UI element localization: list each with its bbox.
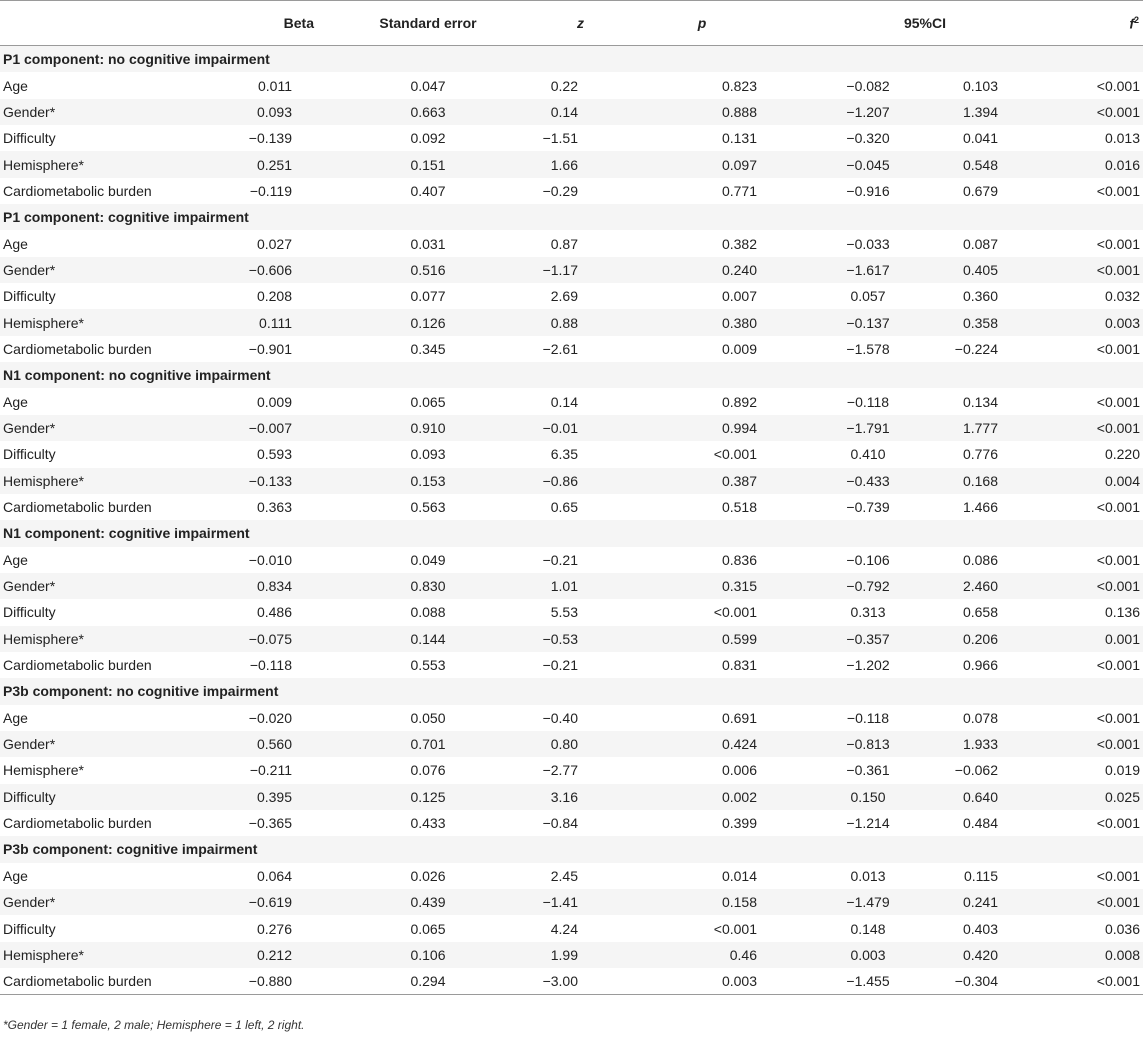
table-row	[0, 125, 1143, 151]
cell-z: 0.14	[538, 99, 614, 125]
cell-ci-low: −0.739	[790, 494, 946, 520]
cell-ci-low: −0.033	[790, 230, 946, 256]
header-ci-spacer	[946, 1, 1044, 46]
table-row	[0, 626, 1143, 652]
cell-beta: −0.118	[232, 652, 318, 678]
cell-standard-error: 0.516	[318, 257, 538, 283]
cell-ci-low: −0.137	[790, 309, 946, 335]
cell-z: 2.45	[538, 863, 614, 889]
cell-beta: 0.064	[232, 863, 318, 889]
cell-label: Hemisphere*	[0, 151, 232, 177]
cell-standard-error: 0.153	[318, 468, 538, 494]
cell-beta: 0.009	[232, 388, 318, 414]
cell-beta: −0.007	[232, 415, 318, 441]
cell-ci-low: −1.479	[790, 889, 946, 915]
cell-f2: <0.001	[1044, 652, 1143, 678]
table-row	[0, 547, 1143, 573]
cell-z: 1.99	[538, 942, 614, 968]
cell-beta: 0.560	[232, 731, 318, 757]
cell-f2: <0.001	[1044, 547, 1143, 573]
cell-beta: −0.365	[232, 810, 318, 836]
cell-standard-error: 0.077	[318, 283, 538, 309]
cell-standard-error: 0.830	[318, 573, 538, 599]
cell-standard-error: 0.144	[318, 626, 538, 652]
cell-beta: 0.027	[232, 230, 318, 256]
table-row	[0, 178, 1143, 204]
cell-p: 0.097	[614, 151, 790, 177]
cell-p: 0.691	[614, 705, 790, 731]
cell-f2: <0.001	[1044, 230, 1143, 256]
cell-ci-low: −0.118	[790, 705, 946, 731]
cell-ci-high: 0.966	[946, 652, 1044, 678]
cell-beta: 0.111	[232, 309, 318, 335]
cell-z: 0.14	[538, 388, 614, 414]
header-standard-error: Standard error	[318, 1, 538, 46]
cell-f2: <0.001	[1044, 810, 1143, 836]
cell-ci-low: 0.313	[790, 599, 946, 625]
cell-ci-high: 0.087	[946, 230, 1044, 256]
cell-standard-error: 0.026	[318, 863, 538, 889]
section-title: N1 component: cognitive impairment	[0, 520, 1143, 546]
cell-f2: <0.001	[1044, 99, 1143, 125]
cell-ci-high: 0.420	[946, 942, 1044, 968]
cell-p: 0.892	[614, 388, 790, 414]
cell-ci-low: −0.792	[790, 573, 946, 599]
cell-f2: <0.001	[1044, 415, 1143, 441]
cell-f2: 0.008	[1044, 942, 1143, 968]
cell-f2: <0.001	[1044, 705, 1143, 731]
cell-beta: −0.010	[232, 547, 318, 573]
section-title: P1 component: no cognitive impairment	[0, 46, 1143, 73]
header-label	[0, 1, 232, 46]
section-row	[0, 520, 1143, 546]
cell-standard-error: 0.151	[318, 151, 538, 177]
cell-z: −0.29	[538, 178, 614, 204]
table-row	[0, 283, 1143, 309]
section-title: N1 component: no cognitive impairment	[0, 362, 1143, 388]
cell-standard-error: 0.701	[318, 731, 538, 757]
table-row	[0, 889, 1143, 915]
cell-label: Gender*	[0, 415, 232, 441]
cell-z: 3.16	[538, 784, 614, 810]
cell-ci-low: −0.082	[790, 72, 946, 98]
cell-label: Cardiometabolic burden	[0, 178, 232, 204]
cell-beta: 0.593	[232, 441, 318, 467]
cell-f2: <0.001	[1044, 257, 1143, 283]
cell-ci-low: −0.916	[790, 178, 946, 204]
cell-ci-low: −0.357	[790, 626, 946, 652]
cell-label: Age	[0, 72, 232, 98]
cell-standard-error: 0.092	[318, 125, 538, 151]
cell-f2: <0.001	[1044, 863, 1143, 889]
table-row	[0, 757, 1143, 783]
table-row	[0, 863, 1143, 889]
cell-f2: <0.001	[1044, 336, 1143, 362]
cell-p: 0.007	[614, 283, 790, 309]
table-row	[0, 942, 1143, 968]
cell-p: 0.836	[614, 547, 790, 573]
cell-beta: −0.606	[232, 257, 318, 283]
table-row	[0, 494, 1143, 520]
cell-label: Difficulty	[0, 599, 232, 625]
cell-ci-low: −0.433	[790, 468, 946, 494]
cell-standard-error: 0.910	[318, 415, 538, 441]
cell-f2: 0.220	[1044, 441, 1143, 467]
cell-label: Age	[0, 230, 232, 256]
cell-ci-low: −1.207	[790, 99, 946, 125]
cell-z: −0.40	[538, 705, 614, 731]
cell-beta: 0.363	[232, 494, 318, 520]
cell-ci-high: 0.358	[946, 309, 1044, 335]
cell-ci-low: −0.320	[790, 125, 946, 151]
section-title: P3b component: cognitive impairment	[0, 836, 1143, 862]
cell-label: Cardiometabolic burden	[0, 336, 232, 362]
cell-ci-low: −0.361	[790, 757, 946, 783]
cell-f2: <0.001	[1044, 178, 1143, 204]
cell-standard-error: 0.065	[318, 388, 538, 414]
cell-p: 0.599	[614, 626, 790, 652]
cell-ci-high: 0.103	[946, 72, 1044, 98]
cell-label: Age	[0, 547, 232, 573]
cell-ci-low: −1.791	[790, 415, 946, 441]
cell-p: 0.387	[614, 468, 790, 494]
section-row	[0, 678, 1143, 704]
cell-ci-high: −0.062	[946, 757, 1044, 783]
cell-label: Hemisphere*	[0, 942, 232, 968]
cell-ci-high: −0.224	[946, 336, 1044, 362]
cell-label: Hemisphere*	[0, 309, 232, 335]
cell-ci-high: 0.405	[946, 257, 1044, 283]
cell-standard-error: 0.433	[318, 810, 538, 836]
cell-z: 0.87	[538, 230, 614, 256]
cell-standard-error: 0.126	[318, 309, 538, 335]
table-row	[0, 441, 1143, 467]
cell-ci-low: −0.813	[790, 731, 946, 757]
cell-z: −0.53	[538, 626, 614, 652]
cell-ci-low: −0.106	[790, 547, 946, 573]
cell-standard-error: 0.294	[318, 968, 538, 995]
cell-beta: 0.093	[232, 99, 318, 125]
cell-beta: −0.075	[232, 626, 318, 652]
cell-label: Age	[0, 863, 232, 889]
cell-standard-error: 0.106	[318, 942, 538, 968]
cell-p: 0.771	[614, 178, 790, 204]
table-row	[0, 99, 1143, 125]
cell-beta: −0.020	[232, 705, 318, 731]
cell-p: 0.831	[614, 652, 790, 678]
cell-ci-high: 1.466	[946, 494, 1044, 520]
cell-z: −1.41	[538, 889, 614, 915]
cell-ci-high: 0.776	[946, 441, 1044, 467]
cell-f2: 0.036	[1044, 915, 1143, 941]
cell-ci-low: −1.617	[790, 257, 946, 283]
cell-ci-high: 1.777	[946, 415, 1044, 441]
cell-standard-error: 0.553	[318, 652, 538, 678]
table-row	[0, 968, 1143, 995]
cell-ci-low: 0.150	[790, 784, 946, 810]
cell-ci-high: −0.304	[946, 968, 1044, 995]
cell-f2: <0.001	[1044, 494, 1143, 520]
table-row	[0, 573, 1143, 599]
table-row	[0, 705, 1143, 731]
cell-label: Difficulty	[0, 283, 232, 309]
table-row	[0, 415, 1143, 441]
cell-ci-high: 0.548	[946, 151, 1044, 177]
cell-ci-high: 2.460	[946, 573, 1044, 599]
section-title: P1 component: cognitive impairment	[0, 204, 1143, 230]
cell-p: 0.888	[614, 99, 790, 125]
cell-ci-high: 1.933	[946, 731, 1044, 757]
cell-ci-low: −0.118	[790, 388, 946, 414]
cell-z: −0.84	[538, 810, 614, 836]
cell-standard-error: 0.049	[318, 547, 538, 573]
cell-z: 0.80	[538, 731, 614, 757]
cell-z: 2.69	[538, 283, 614, 309]
cell-z: −1.51	[538, 125, 614, 151]
cell-label: Difficulty	[0, 441, 232, 467]
cell-f2: 0.013	[1044, 125, 1143, 151]
cell-label: Hemisphere*	[0, 757, 232, 783]
cell-label: Gender*	[0, 99, 232, 125]
cell-z: 5.53	[538, 599, 614, 625]
table-row	[0, 731, 1143, 757]
cell-ci-high: 0.484	[946, 810, 1044, 836]
cell-p: 0.399	[614, 810, 790, 836]
cell-p: 0.380	[614, 309, 790, 335]
table-row	[0, 915, 1143, 941]
cell-ci-low: −1.578	[790, 336, 946, 362]
cell-label: Gender*	[0, 573, 232, 599]
cell-ci-high: 0.134	[946, 388, 1044, 414]
cell-p: 0.994	[614, 415, 790, 441]
cell-z: −0.86	[538, 468, 614, 494]
cell-beta: −0.119	[232, 178, 318, 204]
cell-beta: −0.901	[232, 336, 318, 362]
cell-f2: 0.025	[1044, 784, 1143, 810]
table-row	[0, 230, 1143, 256]
table-footnote: *Gender = 1 female, 2 male; Hemisphere = 1 left, 2 right.	[3, 1018, 305, 1032]
section-row	[0, 362, 1143, 388]
cell-z: −0.01	[538, 415, 614, 441]
cell-z: −2.61	[538, 336, 614, 362]
cell-beta: −0.619	[232, 889, 318, 915]
cell-f2: <0.001	[1044, 573, 1143, 599]
cell-ci-high: 0.168	[946, 468, 1044, 494]
cell-p: 0.382	[614, 230, 790, 256]
cell-f2: 0.019	[1044, 757, 1143, 783]
table-row	[0, 810, 1143, 836]
cell-standard-error: 0.076	[318, 757, 538, 783]
cell-z: 0.22	[538, 72, 614, 98]
cell-f2: <0.001	[1044, 388, 1143, 414]
cell-f2: 0.032	[1044, 283, 1143, 309]
header-f2-sup: 2	[1133, 14, 1139, 25]
cell-f2: 0.004	[1044, 468, 1143, 494]
cell-label: Age	[0, 388, 232, 414]
cell-standard-error: 0.563	[318, 494, 538, 520]
cell-f2: <0.001	[1044, 72, 1143, 98]
cell-ci-high: 0.078	[946, 705, 1044, 731]
table-row	[0, 468, 1143, 494]
cell-p: 0.240	[614, 257, 790, 283]
cell-ci-high: 0.679	[946, 178, 1044, 204]
cell-beta: −0.139	[232, 125, 318, 151]
cell-beta: −0.211	[232, 757, 318, 783]
cell-ci-low: −1.202	[790, 652, 946, 678]
cell-label: Gender*	[0, 731, 232, 757]
header-z: z	[538, 1, 614, 46]
cell-p: 0.006	[614, 757, 790, 783]
cell-standard-error: 0.031	[318, 230, 538, 256]
cell-p: 0.131	[614, 125, 790, 151]
cell-standard-error: 0.047	[318, 72, 538, 98]
cell-f2: <0.001	[1044, 731, 1143, 757]
cell-p: <0.001	[614, 915, 790, 941]
cell-beta: 0.212	[232, 942, 318, 968]
cell-beta: 0.486	[232, 599, 318, 625]
cell-z: 0.88	[538, 309, 614, 335]
cell-ci-high: 0.658	[946, 599, 1044, 625]
cell-f2: <0.001	[1044, 889, 1143, 915]
cell-p: 0.003	[614, 968, 790, 995]
cell-p: 0.002	[614, 784, 790, 810]
cell-p: 0.315	[614, 573, 790, 599]
section-row	[0, 204, 1143, 230]
cell-standard-error: 0.407	[318, 178, 538, 204]
cell-ci-low: −1.214	[790, 810, 946, 836]
cell-label: Cardiometabolic burden	[0, 652, 232, 678]
header-row	[0, 1, 1143, 46]
cell-label: Age	[0, 705, 232, 731]
cell-ci-low: 0.057	[790, 283, 946, 309]
table-row	[0, 336, 1143, 362]
section-title: P3b component: no cognitive impairment	[0, 678, 1143, 704]
table-row	[0, 257, 1143, 283]
cell-z: 1.01	[538, 573, 614, 599]
cell-beta: 0.395	[232, 784, 318, 810]
cell-standard-error: 0.663	[318, 99, 538, 125]
cell-beta: 0.208	[232, 283, 318, 309]
cell-beta: −0.133	[232, 468, 318, 494]
cell-label: Hemisphere*	[0, 468, 232, 494]
header-p: p	[614, 1, 790, 46]
cell-z: −0.21	[538, 652, 614, 678]
cell-p: 0.424	[614, 731, 790, 757]
cell-ci-high: 0.640	[946, 784, 1044, 810]
cell-f2: 0.003	[1044, 309, 1143, 335]
cell-ci-low: 0.410	[790, 441, 946, 467]
cell-standard-error: 0.093	[318, 441, 538, 467]
cell-z: −2.77	[538, 757, 614, 783]
cell-standard-error: 0.439	[318, 889, 538, 915]
cell-ci-high: 0.041	[946, 125, 1044, 151]
section-row	[0, 836, 1143, 862]
cell-z: 6.35	[538, 441, 614, 467]
cell-ci-high: 0.115	[946, 863, 1044, 889]
cell-standard-error: 0.065	[318, 915, 538, 941]
cell-z: −0.21	[538, 547, 614, 573]
table-header	[0, 1, 1143, 46]
cell-beta: 0.011	[232, 72, 318, 98]
cell-beta: 0.834	[232, 573, 318, 599]
table-row	[0, 652, 1143, 678]
cell-beta: −0.880	[232, 968, 318, 995]
cell-z: 0.65	[538, 494, 614, 520]
cell-ci-low: −1.455	[790, 968, 946, 995]
cell-label: Cardiometabolic burden	[0, 810, 232, 836]
header-f2	[1044, 1, 1143, 46]
table-row	[0, 151, 1143, 177]
cell-label: Difficulty	[0, 784, 232, 810]
cell-p: 0.518	[614, 494, 790, 520]
section-row	[0, 46, 1143, 73]
cell-standard-error: 0.050	[318, 705, 538, 731]
cell-p: 0.014	[614, 863, 790, 889]
cell-ci-low: 0.148	[790, 915, 946, 941]
cell-standard-error: 0.345	[318, 336, 538, 362]
cell-ci-low: 0.013	[790, 863, 946, 889]
cell-ci-high: 0.241	[946, 889, 1044, 915]
cell-z: 1.66	[538, 151, 614, 177]
cell-label: Difficulty	[0, 915, 232, 941]
cell-beta: 0.276	[232, 915, 318, 941]
cell-p: 0.46	[614, 942, 790, 968]
cell-standard-error: 0.125	[318, 784, 538, 810]
table-body	[0, 46, 1143, 995]
cell-ci-low: 0.003	[790, 942, 946, 968]
cell-label: Cardiometabolic burden	[0, 968, 232, 995]
cell-label: Cardiometabolic burden	[0, 494, 232, 520]
cell-f2: 0.136	[1044, 599, 1143, 625]
cell-p: 0.823	[614, 72, 790, 98]
header-f2-base: f	[1129, 15, 1134, 32]
cell-ci-high: 0.206	[946, 626, 1044, 652]
cell-ci-low: −0.045	[790, 151, 946, 177]
header-95ci: 95%CI	[790, 1, 946, 46]
cell-ci-high: 1.394	[946, 99, 1044, 125]
cell-label: Gender*	[0, 889, 232, 915]
cell-ci-high: 0.086	[946, 547, 1044, 573]
cell-f2: 0.016	[1044, 151, 1143, 177]
cell-ci-high: 0.403	[946, 915, 1044, 941]
cell-z: −1.17	[538, 257, 614, 283]
table-row	[0, 309, 1143, 335]
cell-f2: <0.001	[1044, 968, 1143, 995]
cell-p: <0.001	[614, 441, 790, 467]
cell-label: Hemisphere*	[0, 626, 232, 652]
cell-z: −3.00	[538, 968, 614, 995]
cell-f2: 0.001	[1044, 626, 1143, 652]
table-row	[0, 784, 1143, 810]
cell-label: Difficulty	[0, 125, 232, 151]
cell-p: 0.158	[614, 889, 790, 915]
table-row	[0, 72, 1143, 98]
cell-p: 0.009	[614, 336, 790, 362]
cell-beta: 0.251	[232, 151, 318, 177]
cell-z: 4.24	[538, 915, 614, 941]
table-row	[0, 388, 1143, 414]
cell-standard-error: 0.088	[318, 599, 538, 625]
cell-p: <0.001	[614, 599, 790, 625]
cell-label: Gender*	[0, 257, 232, 283]
header-beta: Beta	[232, 1, 318, 46]
table-row	[0, 599, 1143, 625]
cell-ci-high: 0.360	[946, 283, 1044, 309]
